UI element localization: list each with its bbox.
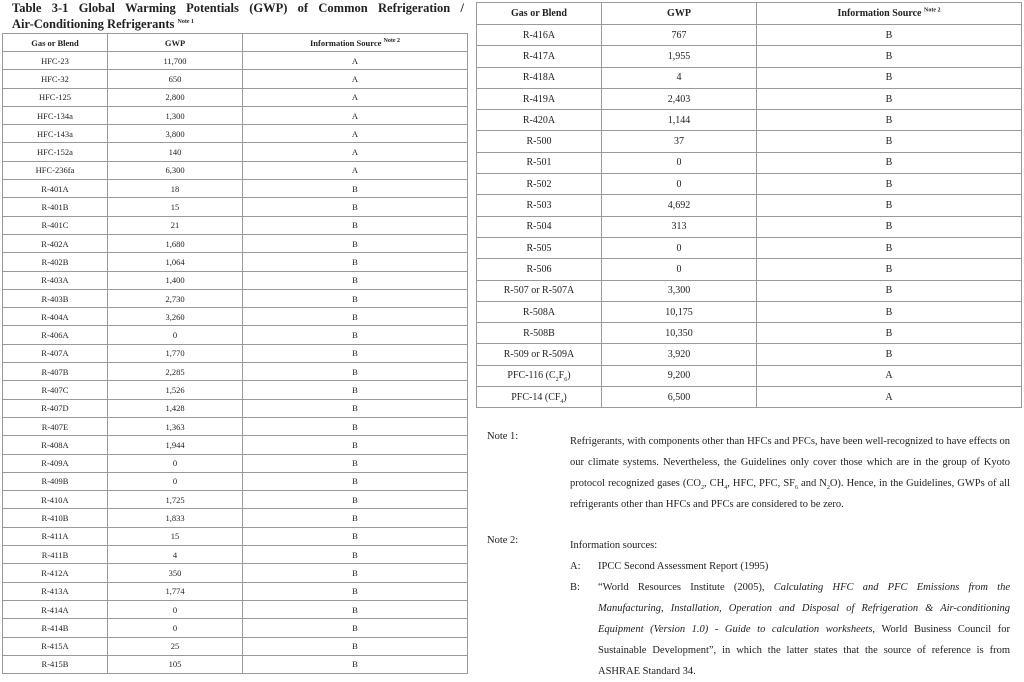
note-2-text: [570, 535, 1010, 682]
gwp-cell: 10,350: [602, 323, 757, 344]
source-cell: B: [243, 253, 468, 271]
table-row: [477, 301, 1022, 322]
gwp-cell: 1,400: [108, 271, 243, 289]
source-cell: B: [757, 131, 1022, 152]
table-header-row: [3, 34, 468, 52]
gwp-cell: 0: [108, 619, 243, 637]
source-cell: A: [757, 387, 1022, 408]
table-row: [3, 161, 468, 179]
gas-cell: R-415A: [3, 637, 108, 655]
table-row: [3, 564, 468, 582]
gwp-cell: 1,064: [108, 253, 243, 271]
table-row: [3, 216, 468, 234]
source-cell: B: [243, 417, 468, 435]
header-gwp: GWP: [602, 3, 757, 25]
gas-cell: R-413A: [3, 582, 108, 600]
gwp-cell: 1,680: [108, 234, 243, 252]
source-cell: B: [243, 619, 468, 637]
table-row: [477, 110, 1022, 131]
gas-cell: R-409B: [3, 472, 108, 490]
table-row: [3, 399, 468, 417]
table-row: [477, 88, 1022, 109]
table-row: [3, 344, 468, 362]
gwp-cell: 350: [108, 564, 243, 582]
gwp-cell: 15: [108, 527, 243, 545]
source-cell: A: [243, 106, 468, 124]
source-cell: B: [757, 323, 1022, 344]
gas-cell: R-407E: [3, 417, 108, 435]
gas-cell: R-407B: [3, 363, 108, 381]
table-title-line2: Air-Conditioning Refrigerants $^{Note 1}$: [12, 17, 194, 31]
gas-cell: R-404A: [3, 308, 108, 326]
gas-cell: R-414A: [3, 600, 108, 618]
gwp-cell: 0: [602, 174, 757, 195]
source-cell: B: [243, 289, 468, 307]
gas-cell: R-401B: [3, 198, 108, 216]
title-word: Warming: [125, 1, 176, 15]
source-cell: A: [243, 161, 468, 179]
note-1-label: Note 1:: [487, 431, 519, 442]
source-cell: B: [757, 110, 1022, 131]
gwp-cell: 1,770: [108, 344, 243, 362]
note-1-text: Refrigerants, with components other than HFCs and PFCs, have been well-recognized to have effects on our climate systems. Nevertheless, the Guidelines only cover those which are in the group of Kyoto protocol recognized gases ($CO_2$, $CH_4$, HFC, PFC, $SF_6$ and $N_2O$). Hence, in the Guidelines, GWPs of all refrigerants other than HFCs and PFCs are considered to be zero.: [570, 436, 1011, 510]
gwp-cell: 25: [108, 637, 243, 655]
table-row: [477, 365, 1022, 386]
table-row: [3, 637, 468, 655]
gwp-cell: 0: [108, 326, 243, 344]
table-row: [477, 152, 1022, 173]
source-cell: B: [243, 216, 468, 234]
gas-cell: R-407D: [3, 399, 108, 417]
source-cell: B: [243, 198, 468, 216]
source-cell: B: [243, 527, 468, 545]
source-cell: B: [243, 436, 468, 454]
gas-cell: R-408A: [3, 436, 108, 454]
gas-cell: R-509 or R-509A: [477, 344, 602, 365]
gas-cell: HFC-23: [3, 52, 108, 70]
gwp-cell: 1,363: [108, 417, 243, 435]
table-row: [477, 237, 1022, 258]
table-row: [3, 180, 468, 198]
source-cell: B: [243, 308, 468, 326]
gas-cell: R-505: [477, 237, 602, 258]
title-word: Potentials: [186, 1, 239, 15]
source-cell: B: [757, 88, 1022, 109]
source-cell: B: [243, 344, 468, 362]
gwp-cell: 6,300: [108, 161, 243, 179]
gwp-cell: 1,144: [602, 110, 757, 131]
table-row: [477, 25, 1022, 46]
table-row: [477, 323, 1022, 344]
source-cell: B: [757, 344, 1022, 365]
gas-cell: HFC-32: [3, 70, 108, 88]
gwp-cell: 0: [602, 259, 757, 280]
gwp-cell: 140: [108, 143, 243, 161]
gas-cell: R-407C: [3, 381, 108, 399]
source-cell: B: [757, 259, 1022, 280]
note-2-heading: Information sources:: [570, 540, 658, 551]
source-cell: B: [243, 509, 468, 527]
table-row: [3, 381, 468, 399]
gas-cell: R-415B: [3, 655, 108, 673]
header-gas: Gas or Blend: [3, 34, 108, 52]
header-source: Information Source $^{Note 2}$: [243, 34, 468, 52]
gas-cell: R-410B: [3, 509, 108, 527]
source-cell: B: [757, 67, 1022, 88]
gas-cell: R-401A: [3, 180, 108, 198]
table-header-row: [477, 3, 1022, 25]
gwp-cell: 650: [108, 70, 243, 88]
source-cell: B: [243, 637, 468, 655]
gwp-cell: 0: [108, 600, 243, 618]
gas-cell: R-507 or R-507A: [477, 280, 602, 301]
table-row: [3, 271, 468, 289]
source-a: A: IPCC Second Assessment Report (1995): [570, 561, 769, 572]
gwp-cell: 1,944: [108, 436, 243, 454]
table-row: [3, 582, 468, 600]
gas-cell: R-414B: [3, 619, 108, 637]
gwp-cell: 1,428: [108, 399, 243, 417]
table-row: [477, 46, 1022, 67]
source-cell: B: [757, 25, 1022, 46]
gwp-cell: 3,260: [108, 308, 243, 326]
source-cell: B: [243, 454, 468, 472]
gwp-cell: 105: [108, 655, 243, 673]
source-cell: B: [243, 180, 468, 198]
table-row: [3, 326, 468, 344]
gas-cell: R-406A: [3, 326, 108, 344]
source-cell: B: [243, 564, 468, 582]
source-cell: B: [243, 381, 468, 399]
gwp-table-left: [2, 33, 468, 674]
table-row: [477, 344, 1022, 365]
gas-cell: R-508A: [477, 301, 602, 322]
gas-cell: R-418A: [477, 67, 602, 88]
table-row: [477, 131, 1022, 152]
title-word: (GWP): [249, 1, 288, 15]
gas-cell: R-411A: [3, 527, 108, 545]
title-word: of: [297, 1, 309, 15]
gas-cell: HFC-134a: [3, 106, 108, 124]
gwp-cell: 767: [602, 25, 757, 46]
header-gwp: GWP: [108, 34, 243, 52]
title-word: 3-1: [51, 1, 69, 15]
source-cell: B: [757, 195, 1022, 216]
source-cell: B: [243, 600, 468, 618]
gas-cell: R-416A: [477, 25, 602, 46]
table-row: [3, 234, 468, 252]
gwp-cell: 1,833: [108, 509, 243, 527]
gas-cell: R-503: [477, 195, 602, 216]
gwp-cell: 15: [108, 198, 243, 216]
gwp-cell: 21: [108, 216, 243, 234]
source-cell: B: [757, 216, 1022, 237]
gwp-cell: 1,526: [108, 381, 243, 399]
source-cell: B: [757, 46, 1022, 67]
gwp-cell: 4,692: [602, 195, 757, 216]
table-row: [3, 253, 468, 271]
gwp-cell: 1,725: [108, 491, 243, 509]
gwp-cell: 2,285: [108, 363, 243, 381]
table-row: [3, 106, 468, 124]
table-row: [3, 436, 468, 454]
gas-cell: HFC-152a: [3, 143, 108, 161]
gas-cell: R-403A: [3, 271, 108, 289]
table-row: [3, 509, 468, 527]
source-cell: B: [243, 326, 468, 344]
source-cell: A: [757, 365, 1022, 386]
gas-cell: R-403B: [3, 289, 108, 307]
source-cell: B: [757, 301, 1022, 322]
gwp-cell: 1,955: [602, 46, 757, 67]
gas-cell: R-402B: [3, 253, 108, 271]
table-row: [477, 174, 1022, 195]
table-row: [3, 143, 468, 161]
gas-cell: R-506: [477, 259, 602, 280]
gwp-cell: 9,200: [602, 365, 757, 386]
note-1-reference: Note 1: [177, 18, 194, 25]
table-row: [3, 289, 468, 307]
table-row: [477, 280, 1022, 301]
gwp-cell: 1,300: [108, 106, 243, 124]
gas-cell: R-504: [477, 216, 602, 237]
table-row: [3, 52, 468, 70]
note-2-label: Note 2:: [487, 535, 519, 546]
table-row: [3, 619, 468, 637]
source-cell: A: [243, 70, 468, 88]
table-title-line1: [12, 0, 464, 16]
gwp-cell: 4: [108, 546, 243, 564]
gas-cell: R-409A: [3, 454, 108, 472]
title-word: Refrigeration: [378, 1, 451, 15]
gwp-cell: 0: [108, 454, 243, 472]
table-row: [3, 363, 468, 381]
table-row: [3, 655, 468, 673]
source-cell: A: [243, 88, 468, 106]
title-word: Global: [78, 1, 115, 15]
table-row: [477, 216, 1022, 237]
gwp-cell: 10,175: [602, 301, 757, 322]
source-cell: B: [243, 655, 468, 673]
gwp-cell: 11,700: [108, 52, 243, 70]
gas-cell: HFC-125: [3, 88, 108, 106]
table-row: [3, 546, 468, 564]
table-row: [3, 454, 468, 472]
table-row: [3, 600, 468, 618]
gwp-cell: 3,920: [602, 344, 757, 365]
gas-cell: R-501: [477, 152, 602, 173]
source-cell: B: [243, 491, 468, 509]
gas-cell: HFC-143a: [3, 125, 108, 143]
gwp-table-right: [476, 2, 1022, 408]
source-cell: B: [243, 234, 468, 252]
gwp-cell: 0: [602, 152, 757, 173]
table-row: [477, 67, 1022, 88]
source-b: B: “World Resources Institute (2005), Calculating HFC and PFC Emissions from the Manufacturing, Installation, Operation and Disposal of Refrigeration & Air-conditioning Equipment (Version 1.0) - Guide to calculation worksheets, World Business Council for Sustainable Development”, in which the latter states that the source of reference is from ASHRAE Standard 34.: [570, 582, 1011, 677]
gas-cell: R-419A: [477, 88, 602, 109]
source-cell: B: [243, 271, 468, 289]
source-cell: B: [757, 280, 1022, 301]
source-cell: B: [243, 582, 468, 600]
source-cell: B: [243, 363, 468, 381]
gwp-cell: 2,730: [108, 289, 243, 307]
source-cell: B: [757, 237, 1022, 258]
table-row: [477, 387, 1022, 408]
gas-cell: R-502: [477, 174, 602, 195]
gwp-cell: 2,403: [602, 88, 757, 109]
source-cell: A: [243, 52, 468, 70]
source-cell: A: [243, 125, 468, 143]
gas-cell: R-402A: [3, 234, 108, 252]
gas-cell: R-500: [477, 131, 602, 152]
table-row: [3, 125, 468, 143]
gas-cell: R-508B: [477, 323, 602, 344]
table-row: [477, 195, 1022, 216]
title-word: /: [460, 1, 464, 15]
gas-cell: R-410A: [3, 491, 108, 509]
gwp-cell: 2,800: [108, 88, 243, 106]
table-row: [3, 308, 468, 326]
gas-cell: R-411B: [3, 546, 108, 564]
table-row: [477, 259, 1022, 280]
gwp-cell: 0: [108, 472, 243, 490]
table-row: [3, 70, 468, 88]
gwp-cell: 1,774: [108, 582, 243, 600]
table-row: [3, 417, 468, 435]
gwp-cell: 3,300: [602, 280, 757, 301]
gas-cell: HFC-236fa: [3, 161, 108, 179]
gwp-cell: 37: [602, 131, 757, 152]
source-cell: B: [243, 399, 468, 417]
gas-cell: PFC-116 $(C_2F_6)$: [477, 365, 602, 386]
source-cell: B: [757, 174, 1022, 195]
gwp-cell: 4: [602, 67, 757, 88]
source-cell: B: [243, 546, 468, 564]
gwp-cell: 18: [108, 180, 243, 198]
header-source: Information Source $^{Note 2}$: [757, 3, 1022, 25]
title-word: Table: [12, 1, 42, 15]
header-gas: Gas or Blend: [477, 3, 602, 25]
gas-cell: R-401C: [3, 216, 108, 234]
gas-cell: PFC-14 $(CF_4)$: [477, 387, 602, 408]
gwp-cell: 313: [602, 216, 757, 237]
source-cell: B: [757, 152, 1022, 173]
table-row: [3, 198, 468, 216]
table-row: [3, 491, 468, 509]
gas-cell: R-420A: [477, 110, 602, 131]
gas-cell: R-417A: [477, 46, 602, 67]
gas-cell: R-407A: [3, 344, 108, 362]
table-row: [3, 472, 468, 490]
title-word: Common: [318, 1, 368, 15]
table-row: [3, 88, 468, 106]
gwp-cell: 3,800: [108, 125, 243, 143]
gwp-cell: 6,500: [602, 387, 757, 408]
source-cell: A: [243, 143, 468, 161]
source-cell: B: [243, 472, 468, 490]
gwp-cell: 0: [602, 237, 757, 258]
gas-cell: R-412A: [3, 564, 108, 582]
table-title: [12, 0, 464, 32]
table-row: [3, 527, 468, 545]
